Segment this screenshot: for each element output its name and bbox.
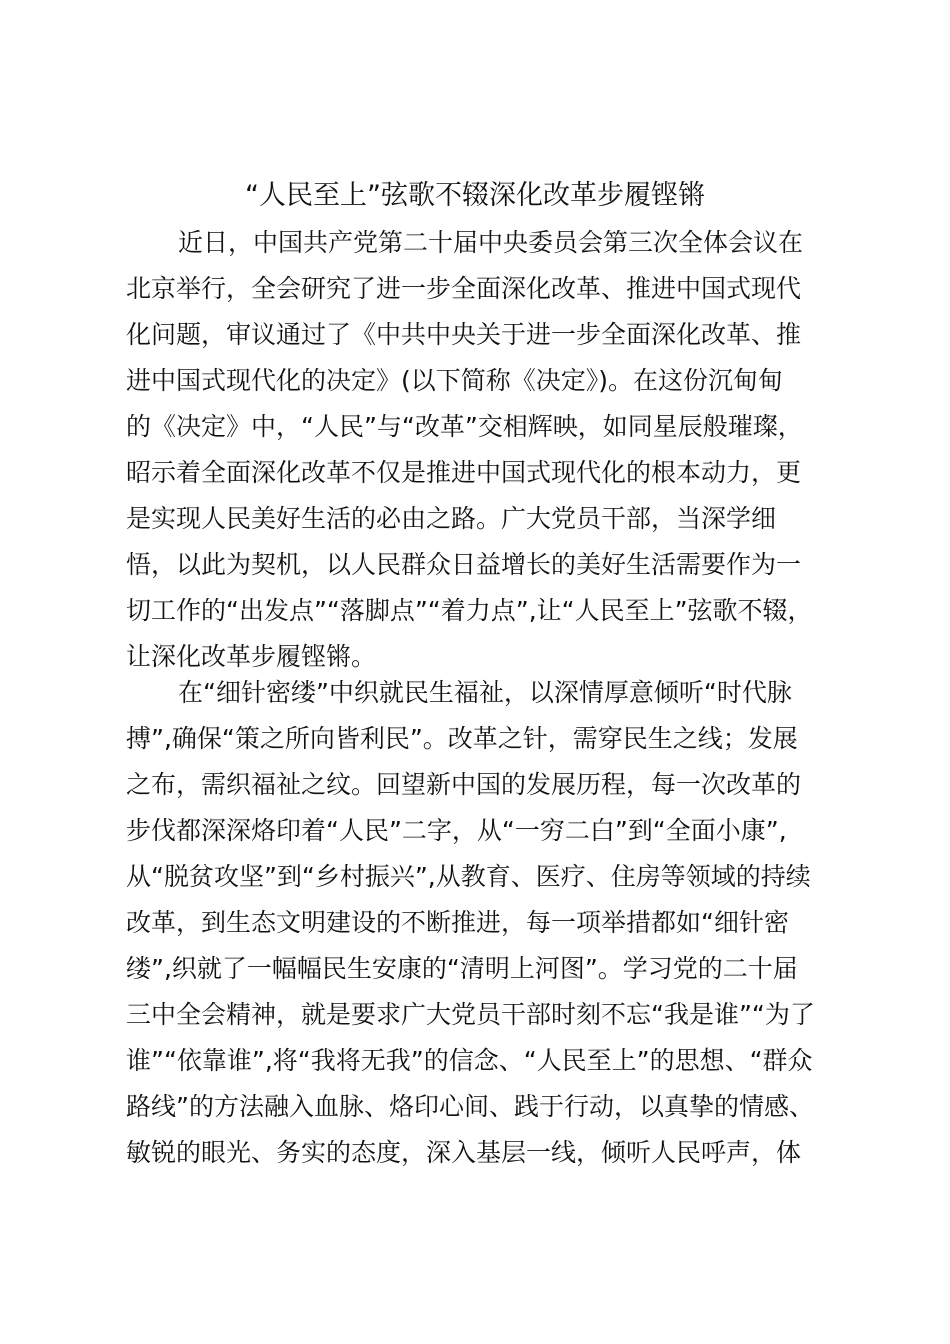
- paragraph-2-line: 从“脱贫攻坚”到“乡村振兴”,从教育、医疗、住房等领域的持续: [126, 862, 811, 891]
- paragraph-2-line: 搏”,确保“策之所向皆利民”。改革之针，需穿民生之线；发展: [126, 724, 798, 753]
- paragraph-2-line: 谁”“依靠谁”,将“我将无我”的信念、“人民至上”的思想、“群众: [126, 1046, 813, 1075]
- paragraph-2-line: 改革，到生态文明建设的不断推进，每一项举措都如“细针密: [126, 908, 789, 937]
- paragraph-2-line: 之布，需织福祉之纹。回望新中国的发展历程，每一次改革的: [126, 770, 802, 799]
- paragraph-2-line: 路线”的方法融入血脉、烙印心间、践于行动，以真挚的情感、: [126, 1092, 814, 1121]
- paragraph-2: [126, 670, 826, 1176]
- paragraph-1-line: 的《决定》中，“人民”与“改革”交相辉映，如同星辰般璀璨，: [126, 412, 803, 441]
- paragraph-2-line: 在“细针密缕”中织就民生福祉，以深情厚意倾听“时代脉: [178, 678, 792, 707]
- paragraph-2-line: 缕”,织就了一幅幅民生安康的“清明上河图”。学习党的二十届: [126, 954, 798, 983]
- document-title: “人民至上”弦歌不辍深化改革步履铿锵: [245, 180, 705, 211]
- paragraph-1-line: 切工作的“出发点”“落脚点”“着力点”,让“人民至上”弦歌不辍，: [126, 596, 813, 625]
- paragraph-1-line: 近日，中国共产党第二十届中央委员会第三次全体会议在: [178, 228, 804, 257]
- paragraph-1-line: 北京举行，全会研究了进一步全面深化改革、推进中国式现代: [126, 274, 802, 303]
- paragraph-2-line: 步伐都深深烙印着“人民”二字，从“一穷二白”到“全面小康”,: [126, 816, 787, 845]
- paragraph-1-line: 悟，以此为契机，以人民群众日益增长的美好生活需要作为一: [126, 550, 802, 579]
- paragraph-1-line: 是实现人民美好生活的必由之路。广大党员干部，当深学细: [126, 504, 777, 533]
- paragraph-1-line: 化问题，审议通过了《中共中央关于进一步全面深化改革、推: [126, 320, 802, 349]
- paragraph-2-line: 三中全会精神，就是要求广大党员干部时刻不忘“我是谁”“为了: [126, 1000, 815, 1029]
- paragraph-1-line: 进中国式现代化的决定》(以下简称《决定》)。在这份沉甸甸: [126, 366, 784, 395]
- paragraph-1: [126, 220, 826, 680]
- paragraph-2-line: 敏锐的眼光、务实的态度，深入基层一线，倾听人民呼声，体: [126, 1138, 802, 1167]
- paragraph-1-line: 昭示着全面深化改革不仅是推进中国式现代化的根本动力，更: [126, 458, 802, 487]
- paragraph-1-line: 让深化改革步履铿锵。: [126, 642, 377, 671]
